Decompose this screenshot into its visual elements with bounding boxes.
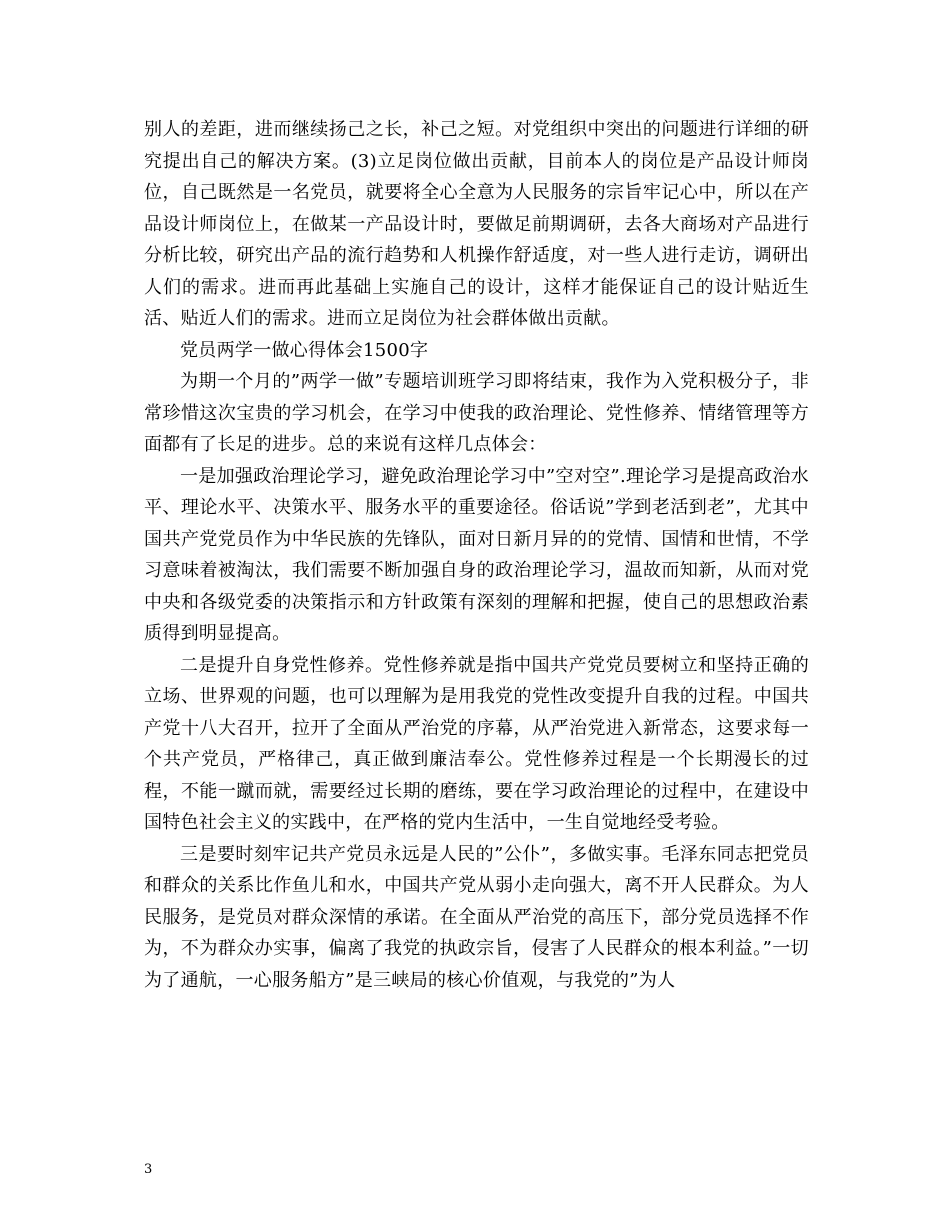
paragraph-continuation: 别人的差距，进而继续扬己之长，补己之短。对党组织中突出的问题进行详细的研究提出自己的解决方案。(3)立足岗位做出贡献，目前本人的岗位是产品设计师岗位，自己既然是一名党员，就要将全心全意为人民服务的宗旨牢记心中，所以在产品设计师岗位上，在做某一产品设计时，要做足前期调研，去各大商场对产品进行分析比较，研究出产品的流行趋势和人机操作舒适度，对一些人进行走访，调研出人们的需求。进而再此基础上实施自己的设计，这样才能保证自己的设计贴近生活、贴近人们的需求。进而立足岗位为社会群体做出贡献。 (144, 119, 809, 329)
paragraph-point-one: 一是加强政治理论学习，避免政治理论学习中”空对空”.理论学习是提高政治水平、理论水平、决策水平、服务水平的重要途径。俗话说”学到老活到老”，尤其中国共产党党员作为中华民族的先锋队，面对日新月异的的党情、国情和世情，不学习意味着被淘汰，我们需要不断加强自身的政治理论学习，温故而知新，从而对党中央和各级党委的决策指示和方针政策有深刻的理解和把握，使自己的思想政治素质得到明显提高。 (144, 465, 809, 644)
paragraph-intro: 为期一个月的”两学一做”专题培训班学习即将结束，我作为入党积极分子，非常珍惜这次宝贵的学习机会，在学习中使我的政治理论、党性修养、情绪管理等方面都有了长足的进步。总的来说有这样几点体会： (144, 371, 809, 455)
paragraph-point-two: 二是提升自身党性修养。党性修养就是指中国共产党党员要树立和坚持正确的立场、世界观的问题，也可以理解为是用我党的党性改变提升自我的过程。中国共产党十八大召开，拉开了全面从严治党的序幕，从严治党进入新常态，这要求每一个共产党员，严格律己，真正做到廉洁奉公。党性修养过程是一个长期漫长的过程，不能一蹴而就，需要经过长期的磨练，要在学习政治理论的过程中，在建设中国特色社会主义的实践中，在严格的党内生活中，一生自觉地经受考验。 (144, 654, 809, 833)
section-heading: 党员两学一做心得体会1500字 (180, 339, 429, 361)
document-body (144, 114, 809, 996)
page-number: 3 (144, 1162, 153, 1177)
paragraph-point-three: 三是要时刻牢记共产党员永远是人民的”公仆”，多做实事。毛泽东同志把党员和群众的关系比作鱼儿和水，中国共产党从弱小走向强大，离不开人民群众。为人民服务，是党员对群众深情的承诺。在全面从严治党的高压下，部分党员选择不作为，不为群众办实事，偏离了我党的执政宗旨，侵害了人民群众的根本利益。”一切为了通航，一心服务船方”是三峡局的核心价值观，与我党的”为人 (144, 843, 809, 991)
